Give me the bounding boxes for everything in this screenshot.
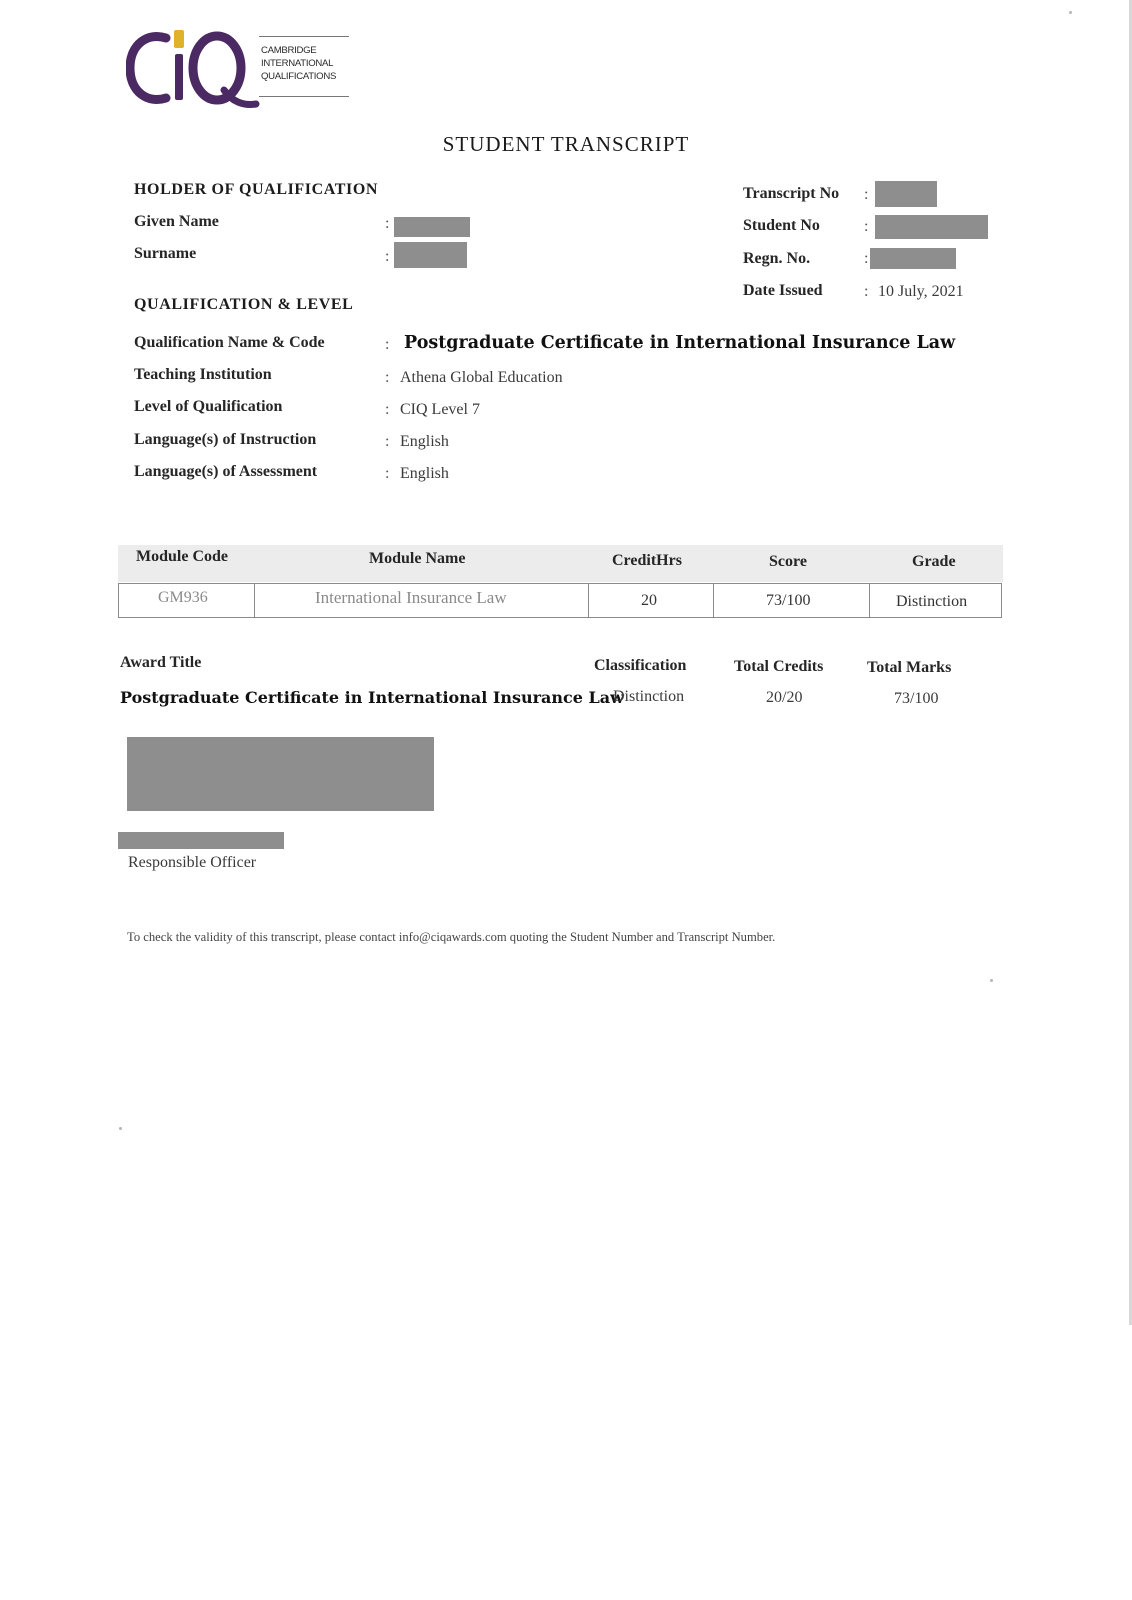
given-name-redaction: [394, 217, 470, 237]
colon: :: [864, 218, 869, 235]
qualification-name-label: Qualification Name & Code: [134, 334, 325, 351]
assessment-language-value: English: [400, 465, 449, 482]
date-issued-value: 10 July, 2021: [878, 283, 964, 300]
transcript-no-label: Transcript No: [743, 185, 840, 202]
colon: :: [385, 248, 390, 265]
credit-hrs-header: CreditHrs: [612, 552, 682, 569]
cell-divider: [869, 584, 870, 617]
date-issued-label: Date Issued: [743, 282, 823, 299]
logo-wordmark: [261, 44, 336, 83]
total-marks-value: 73/100: [894, 690, 939, 707]
module-code-header: Module Code: [136, 548, 228, 565]
module-name-cell: International Insurance Law: [315, 588, 507, 607]
scan-speck: [119, 1127, 122, 1130]
module-code-cell: GM936: [158, 589, 208, 606]
given-name-label: Given Name: [134, 213, 219, 230]
module-name-header: Module Name: [369, 550, 466, 567]
award-title-value: Postgraduate Certificate in International Insurance Law: [120, 688, 624, 707]
assessment-language-label: Language(s) of Assessment: [134, 463, 318, 480]
total-marks-label: Total Marks: [867, 659, 952, 676]
level-value: CIQ Level 7: [400, 401, 480, 418]
qualification-heading: QUALIFICATION & LEVEL: [134, 296, 354, 313]
scan-speck: [990, 979, 993, 982]
module-table-row: [118, 583, 1002, 618]
holder-heading: HOLDER OF QUALIFICATION: [134, 181, 379, 198]
total-credits-label: Total Credits: [734, 658, 824, 675]
colon: :: [385, 336, 390, 353]
total-credits-value: 20/20: [766, 689, 803, 706]
institution-label: Teaching Institution: [134, 366, 272, 383]
score-cell: 73/100: [766, 592, 811, 609]
page-title: STUDENT TRANSCRIPT: [442, 132, 690, 156]
logo-rule-top: [259, 36, 349, 37]
colon: :: [385, 369, 390, 386]
surname-label: Surname: [134, 245, 197, 262]
instruction-language-label: Language(s) of Instruction: [134, 431, 317, 448]
credit-hrs-cell: 20: [641, 592, 657, 609]
logo-rule-bottom: [259, 96, 349, 97]
cell-divider: [713, 584, 714, 617]
logo-line: QUALIFICATIONS: [261, 71, 337, 82]
colon: :: [864, 186, 869, 203]
grade-cell: Distinction: [896, 593, 968, 610]
institution-value: Athena Global Education: [400, 369, 563, 386]
logo-line: INTERNATIONAL: [261, 58, 334, 69]
colon: :: [385, 465, 390, 482]
colon: :: [385, 433, 390, 450]
validity-note: To check the validity of this transcript, please contact info@ciqawards.com quoting the Student Number and Transcript Number.: [127, 930, 776, 944]
transcript-no-redaction: [875, 181, 937, 207]
cell-divider: [254, 584, 255, 617]
surname-redaction: [394, 242, 467, 268]
student-no-redaction: [875, 215, 988, 239]
colon: :: [385, 401, 390, 418]
regn-no-label: Regn. No.: [743, 250, 811, 267]
grade-header: Grade: [912, 553, 956, 570]
colon: :: [864, 283, 869, 300]
scan-speck: [1069, 11, 1072, 14]
classification-label: Classification: [594, 657, 687, 674]
logo-line: CAMBRIDGE: [261, 45, 317, 56]
award-title-label: Award Title: [120, 654, 202, 671]
qualification-name-value: Postgraduate Certificate in International Insurance Law: [404, 333, 956, 353]
level-label: Level of Qualification: [134, 398, 283, 415]
officer-name-redaction: [118, 832, 284, 849]
module-table-header: [118, 545, 1003, 582]
signature-redaction: [127, 737, 434, 811]
responsible-officer-label: Responsible Officer: [128, 854, 257, 871]
classification-value: Distinction: [613, 688, 685, 705]
regn-no-redaction: [870, 248, 956, 269]
colon: :: [864, 250, 869, 267]
cell-divider: [588, 584, 589, 617]
instruction-language-value: English: [400, 433, 449, 450]
score-header: Score: [769, 553, 807, 570]
colon: :: [385, 215, 390, 232]
ciq-logo-mark: [126, 26, 266, 110]
student-no-label: Student No: [743, 217, 820, 234]
